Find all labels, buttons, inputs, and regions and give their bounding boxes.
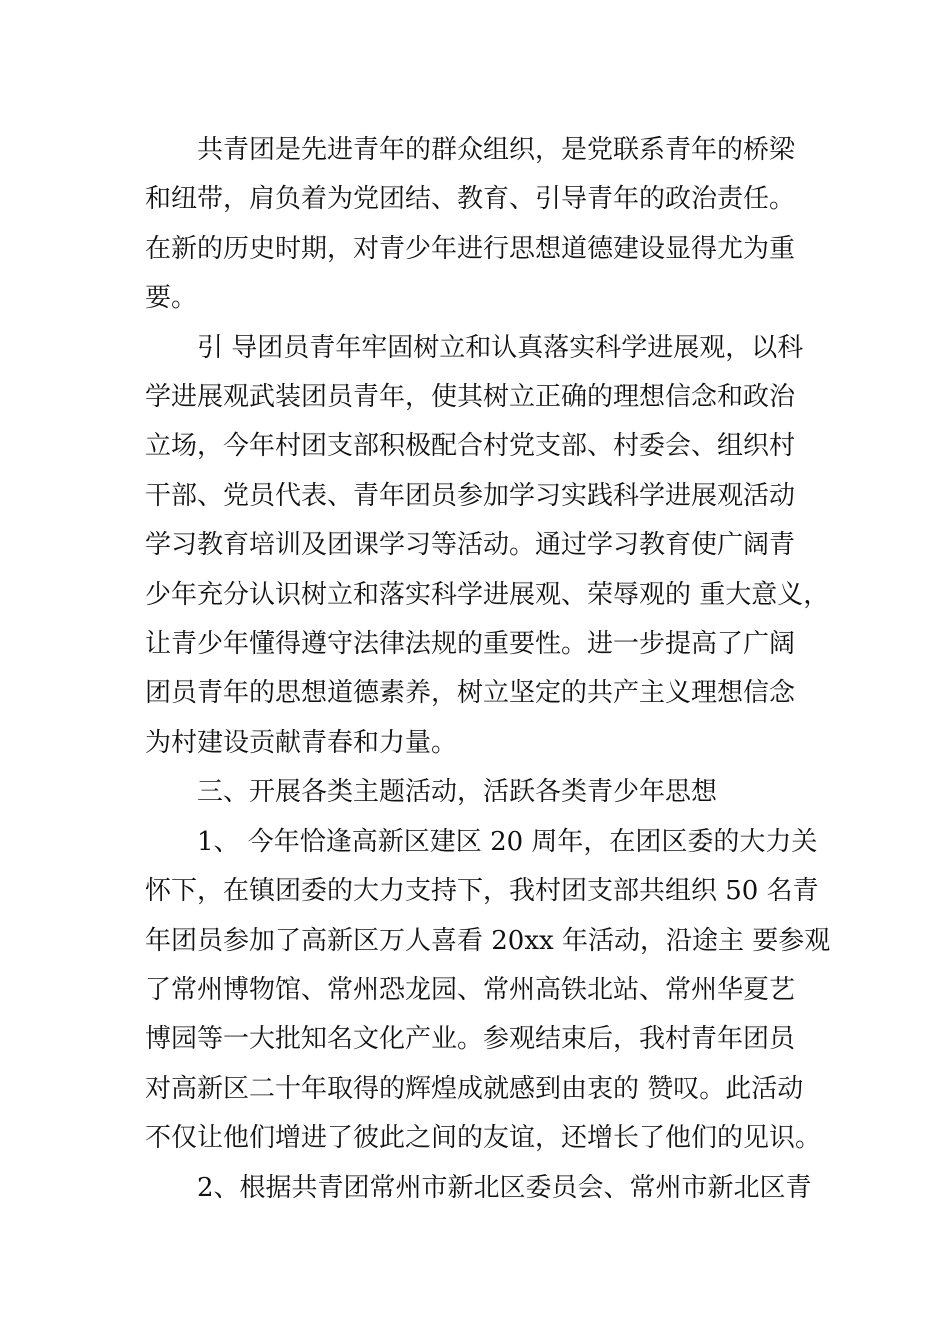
text-line: 干部、党员代表、青年团员参加学习实践科学进展观活动	[145, 480, 796, 511]
text-line: 三、开展各类主题活动，活跃各类青少年思想	[197, 777, 718, 808]
text-line: 为村建设贡献青春和力量。	[145, 727, 458, 758]
text-line: 年团员参加了高新区万人喜看 20xx 年活动，沿途主 要参观	[145, 925, 831, 956]
text-line: 在新的历史时期，对青少年进行思想道德建设显得尤为重	[145, 233, 796, 264]
text-line: 立场，今年村团支部积极配合村党支部、村委会、组织村	[145, 431, 796, 462]
paragraph-item-2	[145, 1164, 815, 1213]
text-line: 团员青年的思想道德素养，树立坚定的共产主义理想信念	[145, 678, 796, 709]
text-line: 和纽带，肩负着为党团结、教育、引导青年的政治责任。	[145, 184, 796, 215]
section-heading	[145, 768, 815, 817]
text-line: 2、根据共青团常州市新北区委员会、常州市新北区青	[197, 1172, 812, 1203]
text-line: 要。	[145, 283, 198, 314]
text-line: 共青团是先进青年的群众组织，是党联系青年的桥梁	[197, 135, 796, 165]
text-line: 少年充分认识树立和落实科学进展观、荣辱观的 重大意义，	[145, 579, 830, 610]
text-line: 博园等一大批知名文化产业。参观结束后，我村青年团员	[145, 1024, 796, 1055]
text-line: 怀下，在镇团委的大力支持下，我村团支部共组织 50 名青	[145, 876, 819, 907]
text-line: 引 导团员青年牢固树立和认真落实科学进展观，以科	[197, 332, 804, 363]
text-line: 让青少年懂得遵守法律法规的重要性。进一步提高了广阔	[145, 629, 796, 660]
text-line: 不仅让他们增进了彼此之间的友谊，还增长了他们的见识。	[145, 1123, 822, 1154]
paragraph-1	[145, 126, 815, 324]
text-line: 对高新区二十年取得的辉煌成就感到由衷的 赞叹。此活动	[145, 1073, 804, 1104]
text-line: 1、 今年恰逢高新区建区 20 周年，在团区委的大力关	[197, 826, 818, 857]
text-line: 学习教育培训及团课学习等活动。通过学习教育使广阔青	[145, 530, 796, 561]
document-body	[145, 126, 831, 1213]
text-line: 学进展观武装团员青年，使其树立正确的理想信念和政治	[145, 382, 796, 413]
text-line: 了常州博物馆、常州恐龙园、常州高铁北站、常州华夏艺	[145, 974, 796, 1005]
paragraph-2	[145, 324, 830, 769]
paragraph-item-1	[145, 818, 831, 1164]
